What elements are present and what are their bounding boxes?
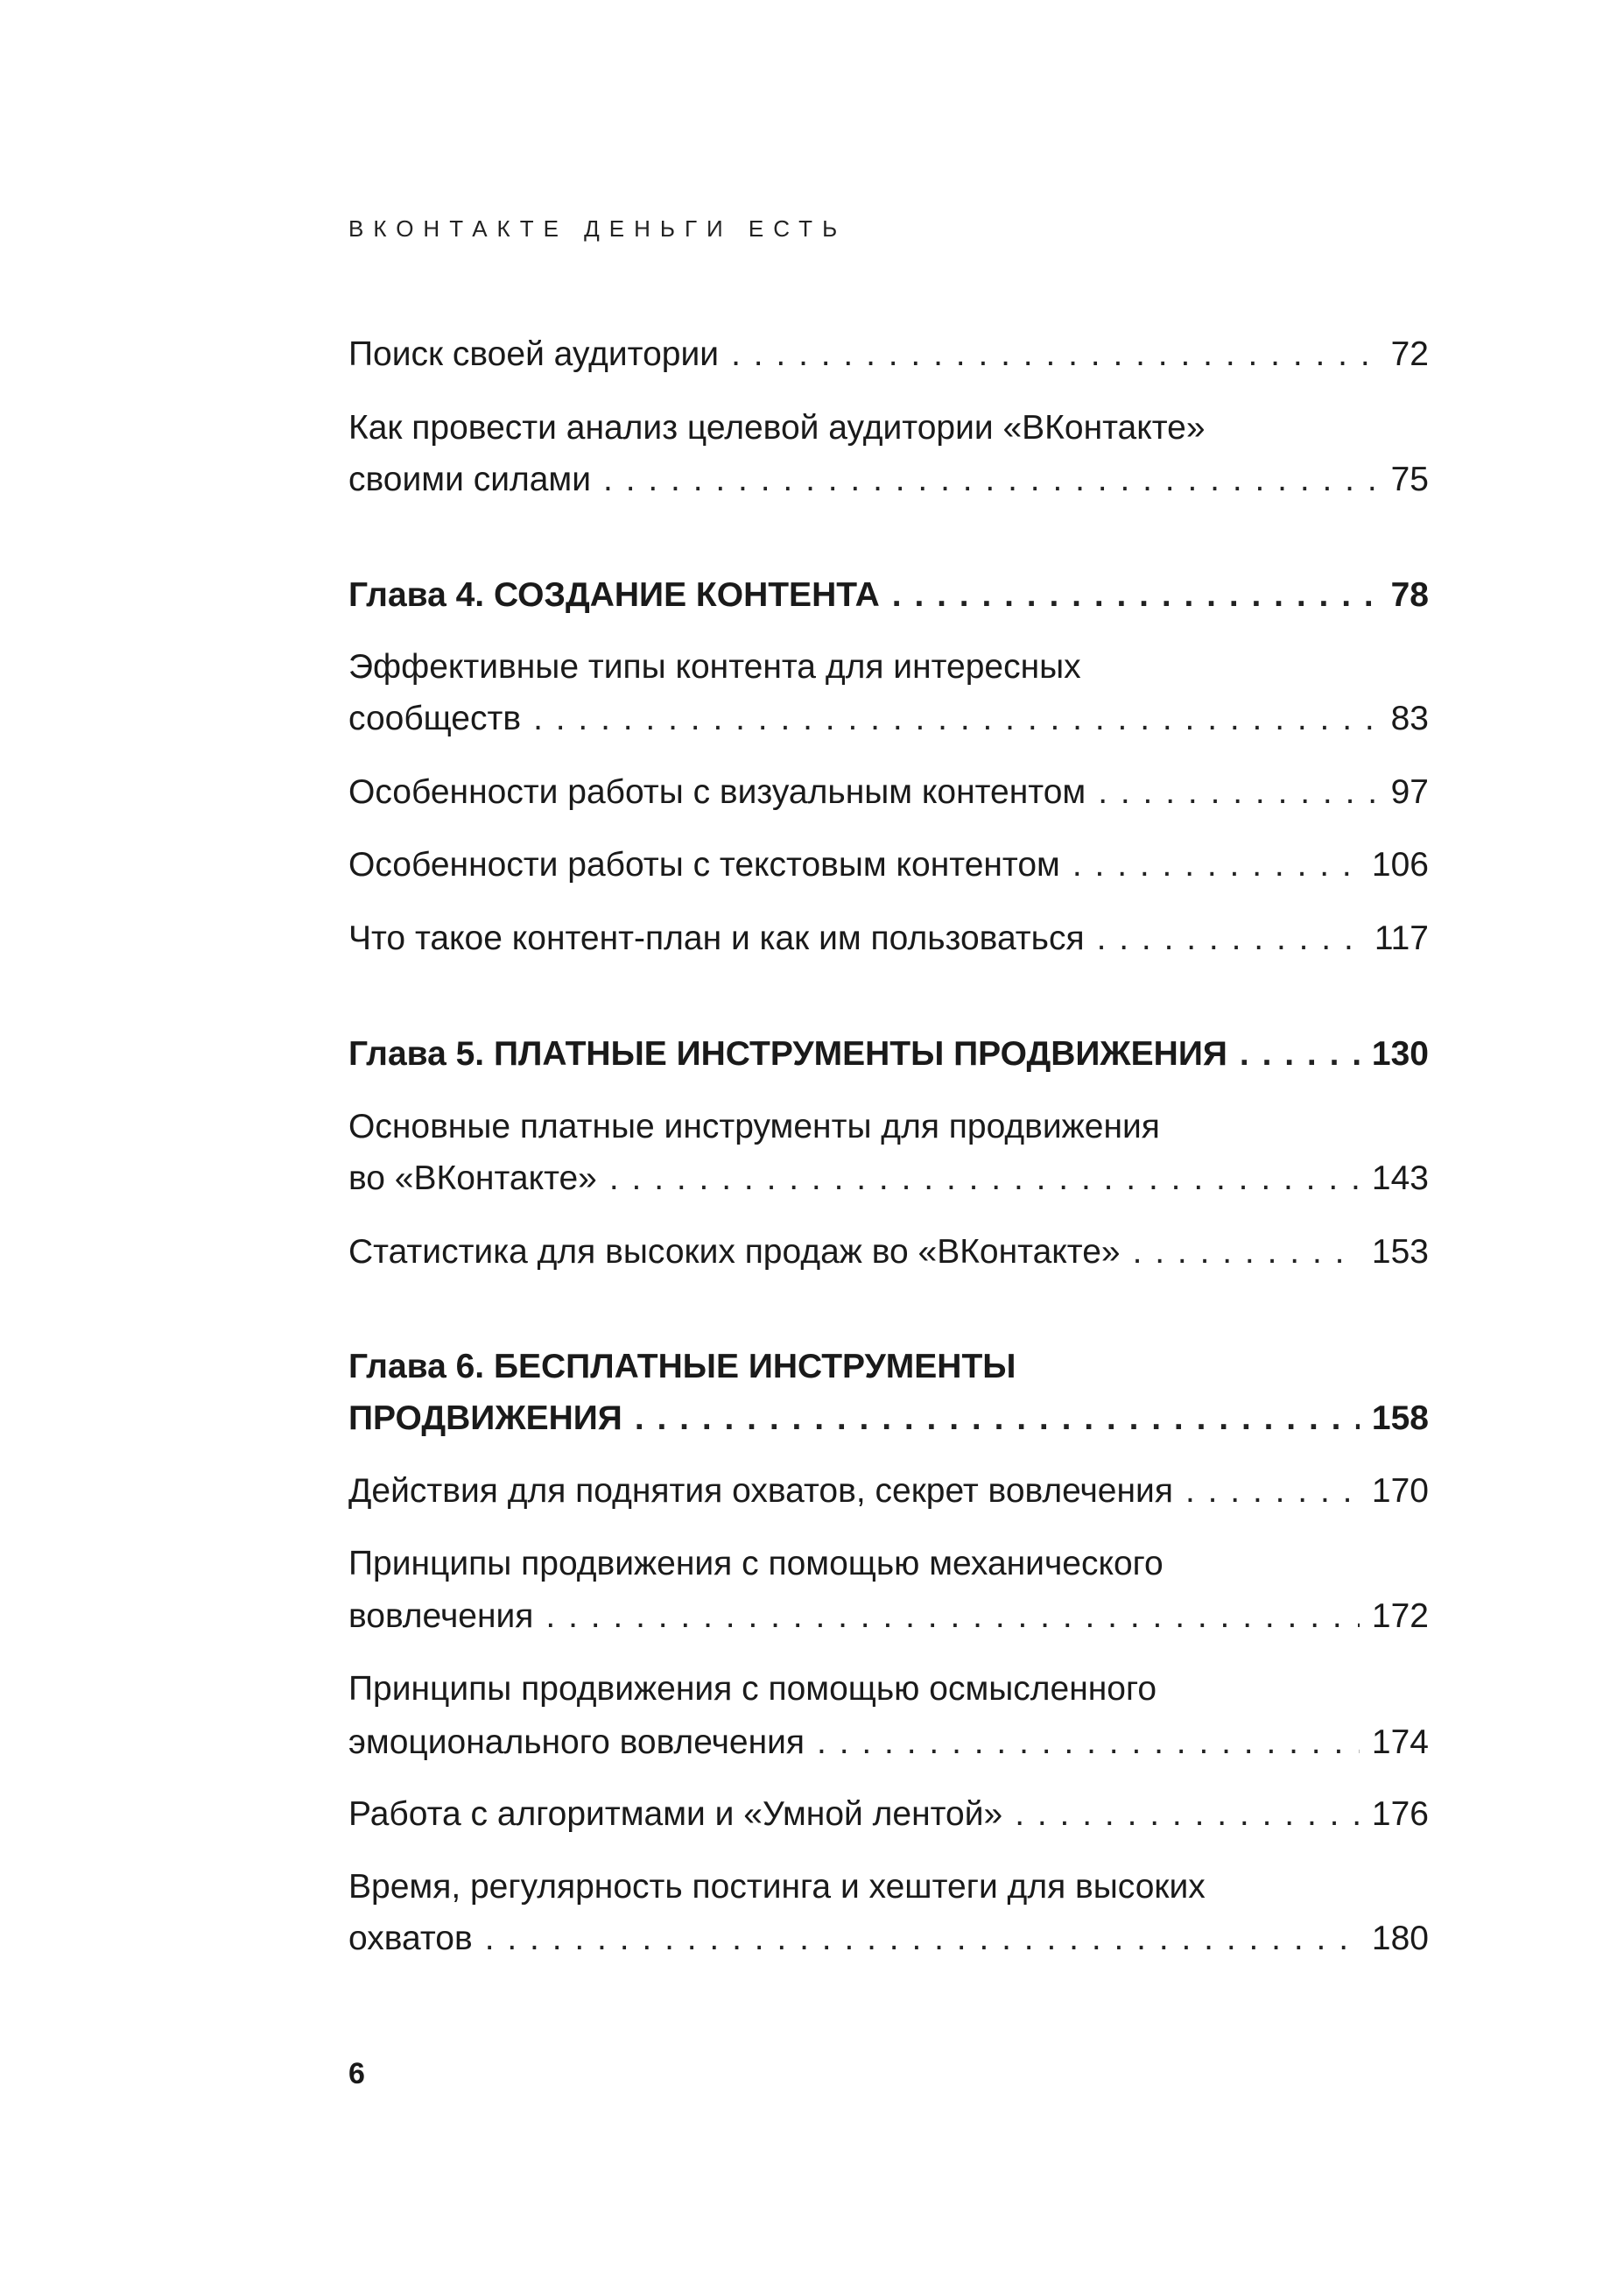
toc-entry-page: 72 [1390, 335, 1429, 373]
leader-dots [1015, 1793, 1360, 1836]
toc-chapter-page: 158 [1371, 1399, 1429, 1437]
toc-entry[interactable] [348, 333, 1429, 377]
toc-entry-page: 97 [1390, 773, 1429, 811]
toc-entry-page: 106 [1371, 846, 1429, 884]
leader-dots [485, 1917, 1360, 1961]
toc-entry-title: Особенности работы с текстовым контентом [348, 846, 1060, 884]
toc-entry-page: 174 [1371, 1723, 1429, 1761]
toc-entry-title-line[interactable]: Как провести анализ целевой аудитории «ВКонтакте» [348, 409, 1206, 447]
toc-entry-title: Поиск своей аудитории [348, 335, 720, 373]
toc-chapter[interactable] [348, 1032, 1429, 1076]
toc-entry-title: Особенности работы с визуальным контентом [348, 773, 1086, 811]
toc-entry-page: 75 [1390, 461, 1429, 498]
toc-entry-page: 170 [1371, 1472, 1429, 1510]
leader-dots [603, 458, 1379, 502]
toc-entry-title-line[interactable]: Время, регулярность постинга и хештеги для высоких [348, 1868, 1206, 1906]
toc-chapter-title: Глава 4. СОЗДАНИЕ КОНТЕНТА [348, 576, 880, 614]
toc-chapter[interactable] [348, 574, 1429, 617]
toc-entry[interactable] [348, 458, 1429, 502]
toc-entry-page: 180 [1371, 1920, 1429, 1957]
toc-entry-page: 83 [1390, 700, 1429, 737]
toc-chapter-title: Глава 5. ПЛАТНЫЕ ИНСТРУМЕНТЫ ПРОДВИЖЕНИЯ [348, 1035, 1227, 1073]
toc-entry[interactable] [348, 697, 1429, 741]
toc-chapter-page: 78 [1390, 576, 1429, 614]
toc-entry-title: Действия для поднятия охватов, секрет вовлечения [348, 1472, 1173, 1510]
leader-dots [817, 1721, 1360, 1765]
toc-entry-title-line[interactable]: Принципы продвижения с помощью осмысленного [348, 1670, 1157, 1708]
toc-entry[interactable] [348, 1595, 1429, 1638]
toc-entry-page: 117 [1374, 920, 1429, 957]
toc-entry-title: вовлечения [348, 1597, 534, 1635]
toc-entry[interactable] [348, 917, 1429, 961]
leader-dots [731, 333, 1379, 377]
toc-entry[interactable] [348, 1793, 1429, 1836]
toc-entry[interactable] [348, 1469, 1429, 1513]
running-head: ВКОНТАКТЕ ДЕНЬГИ ЕСТЬ [348, 215, 847, 242]
toc-entry[interactable] [348, 1230, 1429, 1274]
toc-entry[interactable] [348, 1917, 1429, 1961]
toc-entry[interactable] [348, 1157, 1429, 1201]
toc-entry-title-line[interactable]: Принципы продвижения с помощью механического [348, 1545, 1164, 1582]
leader-dots [1185, 1469, 1360, 1513]
toc-entry-page: 172 [1371, 1597, 1429, 1635]
toc-entry-title: Что такое контент-план и как им пользоваться [348, 920, 1085, 957]
toc-entry-page: 153 [1371, 1233, 1429, 1271]
toc-entry-title: Работа с алгоритмами и «Умной лентой» [348, 1795, 1003, 1833]
leader-dots [1098, 771, 1378, 814]
leader-dots [635, 1397, 1360, 1441]
leader-dots [1133, 1230, 1360, 1274]
toc-entry-title: своими силами [348, 461, 592, 498]
leader-dots [1072, 843, 1360, 887]
toc-entry-title-line[interactable]: Эффективные типы контента для интересных [348, 648, 1081, 686]
leader-dots [1097, 917, 1362, 961]
toc-entry-title: эмоционального вовлечения [348, 1723, 805, 1761]
leader-dots [892, 574, 1379, 617]
toc-chapter-page: 130 [1371, 1035, 1429, 1073]
toc-entry-title-line[interactable]: Основные платные инструменты для продвижения [348, 1108, 1160, 1145]
toc-entry[interactable] [348, 843, 1429, 887]
toc-entry-page: 143 [1371, 1159, 1429, 1197]
toc-entry[interactable] [348, 771, 1429, 814]
toc-chapter[interactable] [348, 1397, 1429, 1441]
toc-entry-title: охватов [348, 1920, 473, 1957]
toc-chapter-title: ПРОДВИЖЕНИЯ [348, 1399, 622, 1437]
toc-entry-page: 176 [1371, 1795, 1429, 1833]
toc-entry-title: Статистика для высоких продаж во «ВКонтакте» [348, 1233, 1121, 1271]
toc-entry-title: во «ВКонтакте» [348, 1159, 597, 1197]
leader-dots [609, 1157, 1360, 1201]
page-number: 6 [348, 2057, 365, 2090]
toc-entry[interactable] [348, 1721, 1429, 1765]
toc-entry-title: сообществ [348, 700, 522, 737]
leader-dots [1240, 1032, 1360, 1076]
leader-dots [533, 697, 1379, 741]
toc-chapter-title-line[interactable]: Глава 6. БЕСПЛАТНЫЕ ИНСТРУМЕНТЫ [348, 1348, 1016, 1385]
leader-dots [545, 1595, 1360, 1638]
